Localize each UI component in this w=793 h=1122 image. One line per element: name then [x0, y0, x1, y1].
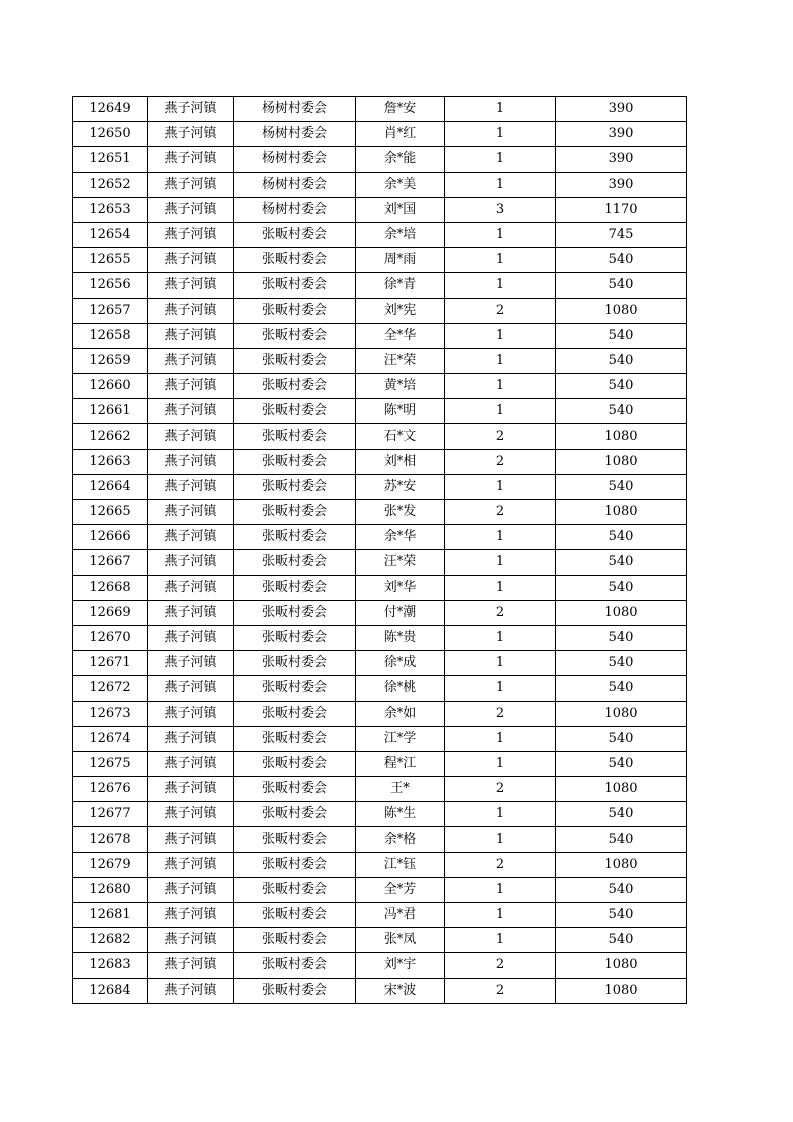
table-row: [73, 777, 687, 802]
cell-serial-number: 12670: [73, 625, 148, 650]
cell-count: 1: [445, 928, 556, 953]
cell-serial-number: 12666: [73, 525, 148, 550]
cell-amount: 540: [556, 877, 687, 902]
cell-amount: 540: [556, 525, 687, 550]
cell-township: 燕子河镇: [148, 122, 234, 147]
cell-name: 余*华: [356, 525, 445, 550]
cell-township: 燕子河镇: [148, 374, 234, 399]
cell-count: 2: [445, 777, 556, 802]
cell-village-committee: 张畈村委会: [234, 248, 356, 273]
cell-name: 程*江: [356, 751, 445, 776]
cell-name: 徐*桃: [356, 676, 445, 701]
data-table: [72, 96, 687, 1004]
cell-name: 张*发: [356, 500, 445, 525]
table-body: [73, 97, 687, 1004]
cell-count: 2: [445, 701, 556, 726]
cell-village-committee: 张畈村委会: [234, 827, 356, 852]
cell-township: 燕子河镇: [148, 903, 234, 928]
table-row: [73, 726, 687, 751]
cell-count: 2: [445, 978, 556, 1003]
cell-amount: 390: [556, 97, 687, 122]
table-row: [73, 877, 687, 902]
cell-count: 1: [445, 374, 556, 399]
cell-village-committee: 张畈村委会: [234, 323, 356, 348]
table-row: [73, 575, 687, 600]
cell-name: 苏*安: [356, 474, 445, 499]
cell-township: 燕子河镇: [148, 802, 234, 827]
cell-township: 燕子河镇: [148, 701, 234, 726]
cell-count: 3: [445, 197, 556, 222]
cell-serial-number: 12683: [73, 953, 148, 978]
cell-township: 燕子河镇: [148, 248, 234, 273]
cell-name: 汪*荣: [356, 550, 445, 575]
cell-count: 1: [445, 97, 556, 122]
cell-village-committee: 张畈村委会: [234, 701, 356, 726]
cell-amount: 540: [556, 348, 687, 373]
cell-amount: 390: [556, 147, 687, 172]
cell-amount: 540: [556, 928, 687, 953]
cell-count: 2: [445, 500, 556, 525]
cell-serial-number: 12649: [73, 97, 148, 122]
cell-township: 燕子河镇: [148, 273, 234, 298]
cell-count: 1: [445, 751, 556, 776]
cell-amount: 745: [556, 222, 687, 247]
table-row: [73, 928, 687, 953]
cell-serial-number: 12671: [73, 651, 148, 676]
cell-count: 2: [445, 852, 556, 877]
cell-township: 燕子河镇: [148, 97, 234, 122]
cell-village-committee: 张畈村委会: [234, 802, 356, 827]
cell-count: 2: [445, 424, 556, 449]
cell-count: 1: [445, 726, 556, 751]
cell-amount: 1080: [556, 701, 687, 726]
cell-serial-number: 12669: [73, 600, 148, 625]
cell-amount: 1080: [556, 777, 687, 802]
cell-count: 1: [445, 676, 556, 701]
cell-amount: 1080: [556, 298, 687, 323]
cell-village-committee: 杨树村委会: [234, 97, 356, 122]
cell-serial-number: 12668: [73, 575, 148, 600]
cell-count: 1: [445, 323, 556, 348]
cell-count: 1: [445, 248, 556, 273]
cell-amount: 1080: [556, 424, 687, 449]
cell-amount: 540: [556, 802, 687, 827]
cell-village-committee: 张畈村委会: [234, 298, 356, 323]
cell-village-committee: 张畈村委会: [234, 978, 356, 1003]
cell-township: 燕子河镇: [148, 525, 234, 550]
table-row: [73, 550, 687, 575]
cell-count: 1: [445, 348, 556, 373]
cell-village-committee: 张畈村委会: [234, 348, 356, 373]
table-row: [73, 701, 687, 726]
cell-village-committee: 张畈村委会: [234, 852, 356, 877]
cell-count: 1: [445, 222, 556, 247]
cell-amount: 540: [556, 726, 687, 751]
cell-amount: 540: [556, 323, 687, 348]
cell-name: 石*文: [356, 424, 445, 449]
table-row: [73, 147, 687, 172]
cell-count: 1: [445, 877, 556, 902]
document-page: [72, 96, 686, 1004]
cell-village-committee: 张畈村委会: [234, 928, 356, 953]
cell-township: 燕子河镇: [148, 172, 234, 197]
cell-name: 刘*宪: [356, 298, 445, 323]
cell-amount: 540: [556, 550, 687, 575]
cell-township: 燕子河镇: [148, 751, 234, 776]
cell-serial-number: 12651: [73, 147, 148, 172]
cell-village-committee: 杨树村委会: [234, 197, 356, 222]
cell-village-committee: 杨树村委会: [234, 172, 356, 197]
cell-village-committee: 张畈村委会: [234, 676, 356, 701]
cell-township: 燕子河镇: [148, 953, 234, 978]
cell-village-committee: 张畈村委会: [234, 600, 356, 625]
cell-serial-number: 12680: [73, 877, 148, 902]
table-row: [73, 424, 687, 449]
cell-village-committee: 张畈村委会: [234, 625, 356, 650]
cell-serial-number: 12682: [73, 928, 148, 953]
cell-amount: 1080: [556, 852, 687, 877]
cell-count: 1: [445, 172, 556, 197]
cell-name: 黄*培: [356, 374, 445, 399]
cell-serial-number: 12672: [73, 676, 148, 701]
table-row: [73, 903, 687, 928]
cell-name: 陈*生: [356, 802, 445, 827]
cell-serial-number: 12681: [73, 903, 148, 928]
cell-village-committee: 张畈村委会: [234, 474, 356, 499]
cell-village-committee: 张畈村委会: [234, 424, 356, 449]
cell-count: 2: [445, 449, 556, 474]
cell-serial-number: 12679: [73, 852, 148, 877]
table-row: [73, 172, 687, 197]
table-row: [73, 978, 687, 1003]
cell-township: 燕子河镇: [148, 928, 234, 953]
cell-count: 1: [445, 399, 556, 424]
cell-serial-number: 12660: [73, 374, 148, 399]
cell-count: 1: [445, 827, 556, 852]
cell-village-committee: 张畈村委会: [234, 903, 356, 928]
cell-township: 燕子河镇: [148, 651, 234, 676]
cell-serial-number: 12654: [73, 222, 148, 247]
cell-amount: 540: [556, 676, 687, 701]
cell-count: 1: [445, 525, 556, 550]
cell-amount: 540: [556, 625, 687, 650]
cell-name: 汪*荣: [356, 348, 445, 373]
cell-name: 徐*青: [356, 273, 445, 298]
cell-village-committee: 张畈村委会: [234, 525, 356, 550]
cell-amount: 540: [556, 903, 687, 928]
cell-count: 1: [445, 474, 556, 499]
cell-amount: 540: [556, 575, 687, 600]
cell-serial-number: 12673: [73, 701, 148, 726]
cell-count: 2: [445, 600, 556, 625]
cell-serial-number: 12661: [73, 399, 148, 424]
table-row: [73, 500, 687, 525]
cell-serial-number: 12650: [73, 122, 148, 147]
cell-serial-number: 12653: [73, 197, 148, 222]
cell-amount: 1080: [556, 978, 687, 1003]
cell-name: 余*能: [356, 147, 445, 172]
cell-name: 刘*国: [356, 197, 445, 222]
cell-name: 肖*红: [356, 122, 445, 147]
cell-count: 1: [445, 651, 556, 676]
cell-name: 付*潮: [356, 600, 445, 625]
cell-village-committee: 张畈村委会: [234, 222, 356, 247]
cell-township: 燕子河镇: [148, 600, 234, 625]
table-row: [73, 449, 687, 474]
cell-serial-number: 12675: [73, 751, 148, 776]
cell-township: 燕子河镇: [148, 399, 234, 424]
cell-name: 余*格: [356, 827, 445, 852]
cell-township: 燕子河镇: [148, 222, 234, 247]
table-row: [73, 827, 687, 852]
cell-village-committee: 张畈村委会: [234, 651, 356, 676]
table-row: [73, 474, 687, 499]
cell-township: 燕子河镇: [148, 424, 234, 449]
table-row: [73, 374, 687, 399]
cell-village-committee: 张畈村委会: [234, 449, 356, 474]
cell-name: 刘*华: [356, 575, 445, 600]
cell-name: 陈*明: [356, 399, 445, 424]
cell-township: 燕子河镇: [148, 625, 234, 650]
cell-township: 燕子河镇: [148, 298, 234, 323]
cell-serial-number: 12662: [73, 424, 148, 449]
table-row: [73, 525, 687, 550]
cell-serial-number: 12664: [73, 474, 148, 499]
table-row: [73, 323, 687, 348]
cell-name: 宋*波: [356, 978, 445, 1003]
cell-serial-number: 12684: [73, 978, 148, 1003]
cell-amount: 1080: [556, 953, 687, 978]
cell-serial-number: 12658: [73, 323, 148, 348]
cell-village-committee: 张畈村委会: [234, 399, 356, 424]
cell-township: 燕子河镇: [148, 197, 234, 222]
cell-name: 詹*安: [356, 97, 445, 122]
cell-township: 燕子河镇: [148, 147, 234, 172]
cell-name: 余*美: [356, 172, 445, 197]
cell-village-committee: 张畈村委会: [234, 374, 356, 399]
cell-village-committee: 张畈村委会: [234, 273, 356, 298]
cell-count: 1: [445, 625, 556, 650]
cell-count: 1: [445, 575, 556, 600]
cell-amount: 1080: [556, 600, 687, 625]
cell-serial-number: 12655: [73, 248, 148, 273]
cell-name: 全*华: [356, 323, 445, 348]
table-row: [73, 625, 687, 650]
cell-township: 燕子河镇: [148, 978, 234, 1003]
cell-name: 张*凤: [356, 928, 445, 953]
cell-village-committee: 张畈村委会: [234, 500, 356, 525]
cell-amount: 540: [556, 651, 687, 676]
table-row: [73, 676, 687, 701]
cell-village-committee: 张畈村委会: [234, 953, 356, 978]
cell-township: 燕子河镇: [148, 777, 234, 802]
cell-count: 1: [445, 122, 556, 147]
cell-township: 燕子河镇: [148, 323, 234, 348]
table-row: [73, 122, 687, 147]
cell-count: 1: [445, 903, 556, 928]
cell-township: 燕子河镇: [148, 676, 234, 701]
cell-amount: 390: [556, 172, 687, 197]
cell-name: 全*芳: [356, 877, 445, 902]
cell-amount: 1080: [556, 500, 687, 525]
cell-serial-number: 12659: [73, 348, 148, 373]
cell-township: 燕子河镇: [148, 877, 234, 902]
cell-amount: 390: [556, 122, 687, 147]
cell-serial-number: 12667: [73, 550, 148, 575]
cell-township: 燕子河镇: [148, 575, 234, 600]
cell-serial-number: 12665: [73, 500, 148, 525]
cell-amount: 540: [556, 374, 687, 399]
cell-name: 余*如: [356, 701, 445, 726]
cell-township: 燕子河镇: [148, 726, 234, 751]
cell-amount: 540: [556, 248, 687, 273]
cell-name: 江*学: [356, 726, 445, 751]
table-row: [73, 348, 687, 373]
table-row: [73, 97, 687, 122]
cell-township: 燕子河镇: [148, 474, 234, 499]
table-row: [73, 600, 687, 625]
cell-village-committee: 张畈村委会: [234, 575, 356, 600]
cell-serial-number: 12677: [73, 802, 148, 827]
cell-village-committee: 张畈村委会: [234, 726, 356, 751]
cell-village-committee: 张畈村委会: [234, 751, 356, 776]
cell-count: 2: [445, 298, 556, 323]
table-row: [73, 298, 687, 323]
cell-township: 燕子河镇: [148, 550, 234, 575]
cell-count: 1: [445, 147, 556, 172]
table-row: [73, 852, 687, 877]
cell-amount: 1080: [556, 449, 687, 474]
cell-serial-number: 12656: [73, 273, 148, 298]
cell-village-committee: 杨树村委会: [234, 147, 356, 172]
cell-village-committee: 张畈村委会: [234, 550, 356, 575]
cell-count: 1: [445, 273, 556, 298]
cell-township: 燕子河镇: [148, 827, 234, 852]
cell-count: 2: [445, 953, 556, 978]
table-row: [73, 222, 687, 247]
cell-name: 周*雨: [356, 248, 445, 273]
table-row: [73, 273, 687, 298]
cell-amount: 540: [556, 273, 687, 298]
cell-serial-number: 12676: [73, 777, 148, 802]
cell-amount: 540: [556, 399, 687, 424]
cell-township: 燕子河镇: [148, 449, 234, 474]
cell-name: 陈*贵: [356, 625, 445, 650]
cell-name: 余*培: [356, 222, 445, 247]
cell-serial-number: 12663: [73, 449, 148, 474]
cell-serial-number: 12657: [73, 298, 148, 323]
table-row: [73, 651, 687, 676]
cell-serial-number: 12674: [73, 726, 148, 751]
cell-amount: 540: [556, 827, 687, 852]
cell-village-committee: 杨树村委会: [234, 122, 356, 147]
cell-name: 刘*宇: [356, 953, 445, 978]
table-row: [73, 953, 687, 978]
table-row: [73, 751, 687, 776]
cell-amount: 540: [556, 474, 687, 499]
cell-count: 1: [445, 802, 556, 827]
cell-amount: 540: [556, 751, 687, 776]
cell-name: 江*钰: [356, 852, 445, 877]
cell-village-committee: 张畈村委会: [234, 777, 356, 802]
cell-name: 王*: [356, 777, 445, 802]
cell-serial-number: 12652: [73, 172, 148, 197]
cell-name: 刘*相: [356, 449, 445, 474]
cell-village-committee: 张畈村委会: [234, 877, 356, 902]
table-row: [73, 802, 687, 827]
table-row: [73, 248, 687, 273]
cell-township: 燕子河镇: [148, 348, 234, 373]
cell-name: 冯*君: [356, 903, 445, 928]
cell-name: 徐*成: [356, 651, 445, 676]
cell-serial-number: 12678: [73, 827, 148, 852]
table-row: [73, 197, 687, 222]
cell-count: 1: [445, 550, 556, 575]
cell-township: 燕子河镇: [148, 500, 234, 525]
table-row: [73, 399, 687, 424]
cell-township: 燕子河镇: [148, 852, 234, 877]
cell-amount: 1170: [556, 197, 687, 222]
